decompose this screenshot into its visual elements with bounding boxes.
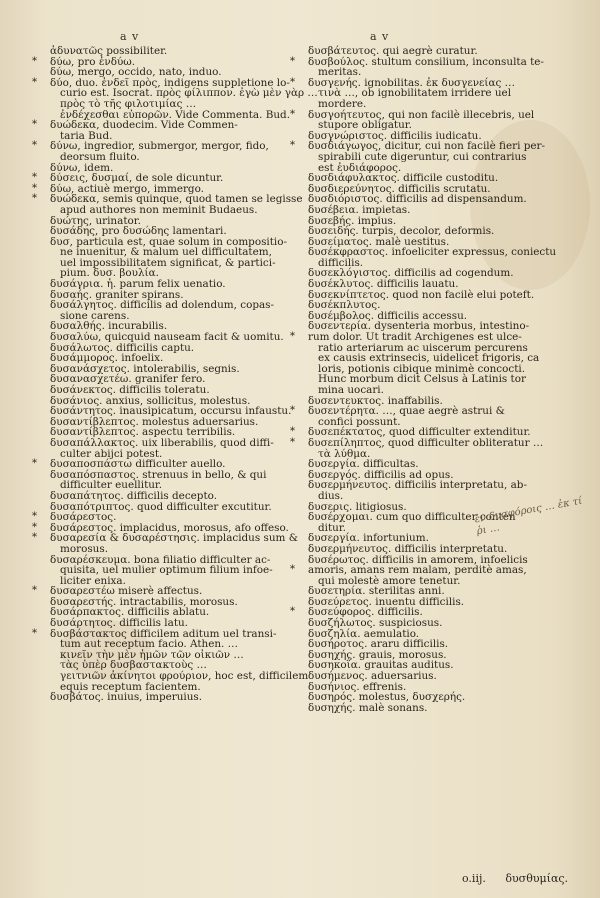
asterisk-mark-icon: * (32, 182, 37, 194)
entry-text: culter abijci potest. (60, 447, 163, 460)
entry-text: δυσεντέρητα. …, quae aegrè astrui & (308, 405, 505, 418)
entry-text: dius. (318, 489, 344, 502)
entry-text: equis receptum facientem. (60, 680, 201, 693)
asterisk-mark-icon: * (32, 511, 37, 523)
entry-text: δυσέβεια. impietas. (308, 203, 411, 216)
entry-text: δυσειδής. turpis, decolor, deformis. (308, 225, 495, 238)
entry-text: curio est. Isocrat. πρὸς φίλιππον. ἐγὼ μὲν γὰρ … (60, 87, 318, 100)
entry-text: Hunc morbum dicit Celsus à Latinis tor (318, 373, 526, 386)
entry-text: δυσαρεστέω miserè affectus. (50, 585, 203, 598)
entry-text: morosus. (60, 542, 108, 555)
entry-text: stupore obligatur. (318, 119, 412, 132)
entry-text: δυσέρχομαι. cum quo difficulter conten (308, 511, 516, 524)
entry-text: δυσεργία. difficultas. (308, 458, 419, 471)
entry-text: δυσβάτευτος. qui aegrè curatur. (308, 45, 478, 57)
asterisk-mark-icon: * (32, 172, 37, 184)
asterisk-mark-icon: * (32, 521, 37, 533)
entry-text: δυσάνεκτος. difficilis toleratu. (50, 384, 210, 396)
entry-text: δυσεκνίπτετος. quod non facilè elui poteft. (308, 288, 535, 301)
asterisk-mark-icon: * (32, 532, 37, 544)
entry-text: δυσεύρετος. inuentu difficilis. (308, 595, 465, 608)
entry-text: δυσβάτος. inuius, imperuius. (50, 691, 203, 704)
entry-text: κινεῖν τὴν μὲν ἡμῶν τῶν οἰκιῶν … (60, 648, 244, 661)
entry-text: δυσδιάφυλακτος. difficile custoditu. (308, 172, 499, 185)
right-column (290, 45, 557, 714)
entry-text: ἀδυνατῶς possibiliter. (50, 45, 168, 57)
entry-text: δυσέκπλυτος. (308, 299, 381, 312)
asterisk-mark-icon: * (290, 331, 295, 343)
entry-text: est ἐυδιάφορος. (318, 161, 402, 174)
signature-mark: o.iij. (462, 872, 486, 885)
entry-text: δύω, mergo, occido, nato, induo. (50, 66, 222, 79)
entry-text: δυσάρπακτος. difficilis ablatu. (50, 606, 210, 619)
asterisk-mark-icon: * (32, 458, 37, 470)
entry-text: ratio arteriarum ac uiscerum percurens (318, 341, 528, 354)
entry-text: quisita, uel mulier optimum filium infoe- (60, 564, 273, 577)
entry-text: δύω, pro ἐνδύω. (50, 55, 136, 68)
right-column-header: a v (370, 30, 390, 43)
entry-text: δυσδιάγωγος, dicitur, cui non facilè fieri per- (308, 140, 545, 153)
asterisk-mark-icon: * (32, 119, 37, 131)
entry-text: δυσάμμορος. infoelix. (50, 352, 164, 365)
entry-text: δυσαπότριπτος. quod difficulter excutitur. (50, 500, 272, 513)
entry-text: ex causis extrinsecis, uidelicet frigoris, ca (318, 352, 540, 365)
entry-text: δύσεις, δυσμαί, de sole dicuntur. (50, 172, 224, 185)
entry-text: δυσάλγητος. difficilis ad dolendum, copas- (50, 299, 275, 312)
asterisk-mark-icon: * (32, 585, 37, 597)
entry-text: sione carens. (60, 309, 130, 322)
asterisk-mark-icon: * (290, 436, 295, 448)
entry-text: δυσεβής. impius. (308, 214, 397, 227)
asterisk-mark-icon: * (32, 627, 37, 639)
entry-text: δυσεπέκτατος, quod difficulter extenditur. (308, 426, 531, 439)
entry-text: δυσάρτητος. difficilis latu. (50, 617, 188, 630)
entry-text: confici possunt. (318, 415, 401, 428)
entry-text: δυσέμβολος. difficilis accessu. (308, 309, 468, 322)
asterisk-mark-icon: * (290, 426, 295, 438)
entry-text: δύω, actiuè mergo, immergo. (50, 182, 204, 195)
entry-text: δυσερμήνευτος. difficilis interpretatu, ab- (308, 479, 527, 492)
entry-text: δυσ, particula est, quae solum in compositio- (50, 235, 288, 248)
entry-text: ditur. (318, 521, 346, 534)
entry-text: γειτνιῶν ἀκίνητοι φρούριον, hoc est, difficilem (60, 670, 309, 683)
entry-text: mina uocari. (318, 384, 384, 396)
entry-text: ne inuenitur, & malum uel difficultatem, (60, 246, 272, 259)
catchword: δυσθυμίας. (505, 872, 569, 885)
entry-text: δυσαπόσπαστος. strenuus in bello, & qui (50, 468, 267, 481)
entry-text: δυσάγρια. ἡ. parum felix uenatio. (50, 278, 226, 291)
entry-text: δυσερις. litigiosus. (308, 500, 407, 513)
entry-text: δύνω, idem. (50, 161, 114, 174)
entry-text: liciter enixa. (60, 574, 126, 587)
entry-text: δυσαπάλλακτος. uix liberabilis, quod diffi- (50, 436, 274, 449)
entry-text: δυσγοήτευτος, qui non facilè illecebris, uel (308, 108, 535, 121)
entry-text: spirabili cute digeruntur, cui contrarius (318, 150, 527, 163)
asterisk-mark-icon: * (290, 55, 295, 67)
entry-text: δυώδεκα, duodecim. Vide Commen- (50, 119, 238, 132)
entry-text: loris, potionis cibique minimè concocti. (318, 362, 525, 375)
entry-text: δύνω, ingredior, submergor, mergor, fido, (50, 140, 269, 153)
entry-text: δυσεργός. difficilis ad opus. (308, 468, 454, 481)
entry-text: rum dolor. Ut tradit Archigenes est ulce- (308, 331, 522, 344)
entry-text: difficilis. (318, 256, 364, 269)
entry-text: δυσετηρία. sterilitas anni. (308, 585, 445, 598)
entry-text: τινὰ …, ob ignobilitatem irridere uel (318, 87, 512, 100)
entry-text: deorsum fluito. (60, 150, 140, 163)
entry-text: δυσέκλυτος. difficilis lauatu. (308, 278, 459, 291)
entry-text: δυσδιόριστος. difficilis ad dispensandum. (308, 193, 527, 206)
entry-text: δυσάρεστος. implacidus, morosus, afo offeso. (50, 521, 289, 534)
entry-text: δυσδιερεύνητος. difficilis scrutatu. (308, 182, 491, 195)
entry-text: δυσεντερία. dysenteria morbus, intestino- (308, 320, 530, 333)
entry-text: δυσεργία. infortunium. (308, 532, 429, 545)
asterisk-mark-icon: * (290, 76, 295, 88)
handwritten-margin-note: ἐν δυσφόροις … ἐκ τί ῥι … (473, 495, 583, 538)
entry-text: δυσάρεστος. (50, 511, 117, 524)
asterisk-mark-icon: * (290, 606, 295, 618)
entry-text: δυσερμήνευτος. difficilis interpretatu. (308, 542, 508, 555)
entry-text: pium. δυσ. βουλία. (60, 267, 159, 280)
entry-text: δυσαρεσία & δυσαρέστησις. implacidus sum & (50, 532, 298, 545)
entry-text: δυσείματος. malè uestitus. (308, 235, 450, 248)
entry-text: δυσηκοΐα. grauitas auditus. (308, 659, 454, 672)
entry-text: δυσγνώριστος. difficilis iudicatu. (308, 129, 482, 142)
entry-text: δυσζήλωτος. suspiciosus. (308, 617, 443, 630)
entry-text: δυσηχής. grauis, morosus. (308, 648, 447, 661)
entry-text: meritas. (318, 66, 362, 79)
left-column-header: a v (120, 30, 140, 43)
entry-text: δυσεντευκτος. inaffabilis. (308, 394, 443, 407)
entry-text: δυσάντητος. inausipicatum, occursu infaustu. (50, 405, 292, 418)
entry-text: δυσαρέσκευμα. bona filiatio difficulter ac- (50, 553, 271, 566)
entry-text: δύο, duo. ἐνδεῖ πρὸς, indigens suppletione lo- (50, 76, 290, 89)
entry-text: δυσαπάτητος. difficilis decepto. (50, 489, 218, 502)
asterisk-mark-icon: * (32, 76, 37, 88)
entry-text: δυσβάστακτος difficilem aditum uel transi- (50, 627, 277, 640)
entry-text: δυσαλύω, quicquid nauseam facit & uomitu. (50, 331, 284, 344)
asterisk-mark-icon: * (32, 140, 37, 152)
dictionary-entry (296, 703, 542, 714)
entry-text: δυώδεκα, semis quinque, quod tamen se legisse (50, 193, 303, 206)
asterisk-mark-icon: * (32, 193, 37, 205)
entry-text: mordere. (318, 97, 367, 110)
entry-text: δυσαής. graniter spirans. (50, 288, 184, 301)
asterisk-mark-icon: * (290, 140, 295, 152)
entry-text: δυσηρός. molestus, δυσχερής. (308, 691, 466, 704)
dictionary-entry (38, 692, 288, 703)
entry-text: δυσανάσχετος. intolerabilis, segnis. (50, 362, 240, 375)
entry-text: δυσεύφορος. difficilis. (308, 606, 423, 619)
entry-text: δυσήνιος. effrenis. (308, 680, 407, 693)
entry-text: δυσαποσπάστω difficulter auello. (50, 458, 226, 471)
entry-text: ἐνδέχεσθαι εὐπορῶν. Vide Commenta. Bud. (60, 108, 290, 121)
entry-text: πρὸς τὸ τῆς φιλοτιμίας … (60, 97, 197, 110)
entry-text: δυσήμενος. aduersarius. (308, 670, 437, 683)
entry-text: δυσέκφραστος. infoeliciter expressus, coniectu (308, 246, 557, 259)
entry-text: δυσαλθής. incurabilis. (50, 320, 168, 333)
entry-text: δυσηχής. malè sonans. (308, 701, 428, 714)
entry-text: δυσβούλος. stultum consilium, inconsulta te- (308, 55, 544, 68)
entry-text: taria Bud. (60, 129, 113, 142)
entry-text: difficulter euellitur. (60, 479, 163, 492)
asterisk-mark-icon: * (32, 55, 37, 67)
entry-text: δυσάνιος. anxius, sollicitus, molestus. (50, 394, 251, 407)
entry-text: qui molestè amore tenetur. (318, 574, 461, 587)
entry-text: δυσάλωτος. difficilis captu. (50, 341, 195, 354)
entry-text: δυσάδης, pro δυσώδης lamentari. (50, 225, 227, 238)
entry-text: δυσανασχετέω. granifer fero. (50, 373, 206, 386)
asterisk-mark-icon: * (290, 564, 295, 576)
entry-text: δυσέρωτος. difficilis in amorem, infoelicis (308, 553, 528, 566)
entry-text: δυσαρεστής. intractabilis, morosus. (50, 595, 238, 608)
entry-text: apud authores non meminit Budaeus. (60, 203, 258, 216)
entry-text: amoris, amans rem malam, perditè amas, (308, 564, 527, 577)
entry-text: δυσεκλόγιστος. difficilis ad cogendum. (308, 267, 514, 280)
asterisk-mark-icon: * (290, 108, 295, 120)
entry-text: τὰς ὑπὲρ δυσβαστακτοὺς … (60, 659, 207, 672)
entry-text: δυώτης, urinator. (50, 214, 141, 227)
entry-text: δυσαντίβλεπτος. aspectu terribilis. (50, 426, 236, 439)
entry-text: δυσγενής. ignobilitas. ἐκ δυσγενείας … (308, 76, 516, 89)
entry-text: tum aut receptum facio. Athen. … (60, 638, 239, 651)
left-column (32, 45, 318, 704)
entry-text: uel impossibilitatem significat, & partici- (60, 256, 276, 269)
asterisk-mark-icon: * (290, 405, 295, 417)
entry-text: δυσήροτος. araru difficilis. (308, 638, 449, 651)
entry-text: δυσεπίληπτος, quod difficulter obliteratur … (308, 436, 544, 449)
entry-text: δυσαντίβλεπτος. molestus aduersarius. (50, 415, 259, 428)
page-footer (462, 872, 584, 885)
entry-text: τὰ λύθμα. (318, 447, 371, 460)
entry-text: δυσζηλία. aemulatio. (308, 627, 420, 640)
